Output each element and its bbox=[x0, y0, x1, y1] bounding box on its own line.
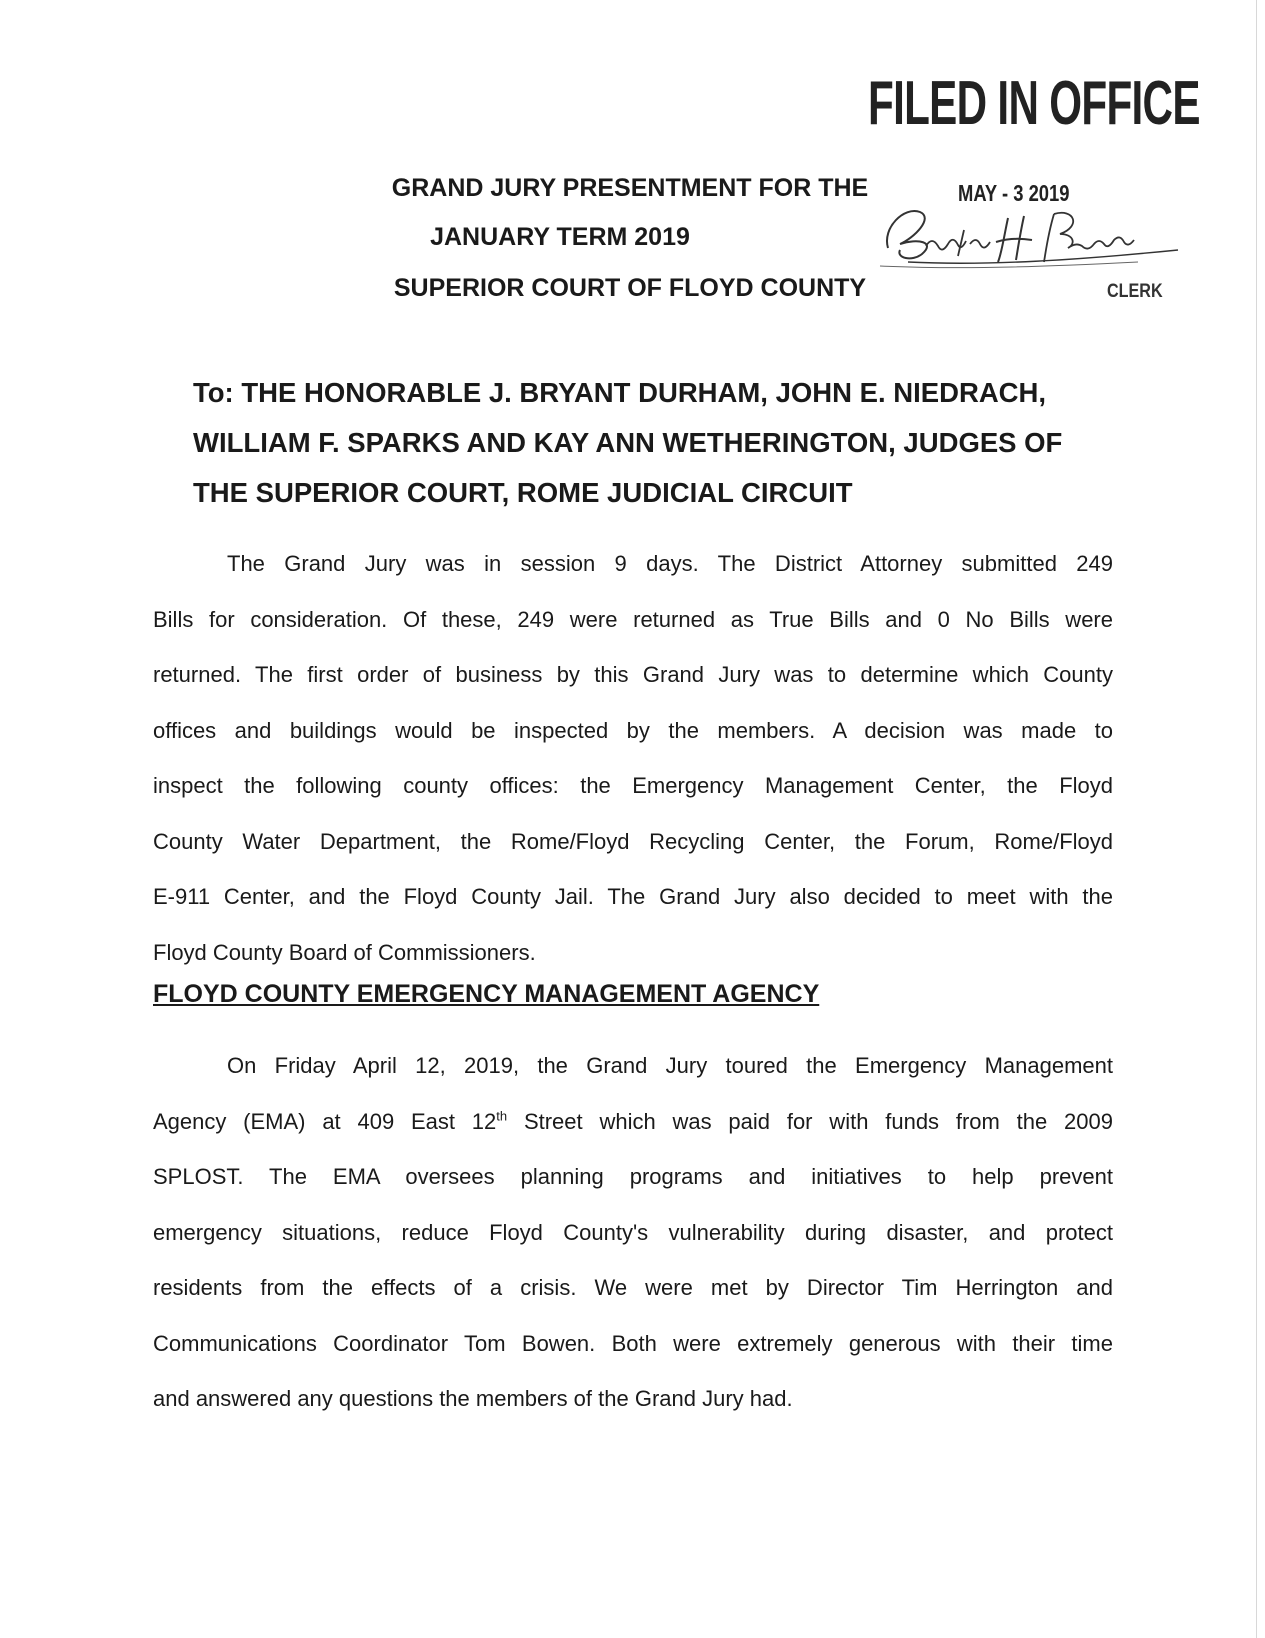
stamp-date: MAY - 3 2019 bbox=[958, 180, 1070, 206]
paragraph-line: On Friday April 12, 2019, the Grand Jury toured the Emergency Management bbox=[227, 1053, 1113, 1078]
paragraph-line: inspect the following county offices: the Emergency Management Center, the Floyd bbox=[153, 773, 1113, 798]
paragraph-line: Communications Coordinator Tom Bowen. Both were extremely generous with their time bbox=[153, 1330, 1113, 1356]
paragraph-line: offices and buildings would be inspected by the members. A decision was made to bbox=[153, 717, 1113, 743]
paragraph-line: Agency (EMA) at 409 East 12th Street which was paid for with funds from the 2009 bbox=[153, 1108, 1113, 1134]
paragraph-line: emergency situations, reduce Floyd County's vulnerability during disaster, and protect bbox=[153, 1219, 1113, 1245]
section-title: FLOYD COUNTY EMERGENCY MANAGEMENT AGENCY bbox=[153, 980, 820, 1008]
paragraph-line: E-911 Center, and the Floyd County Jail. The Grand Jury also decided to meet with the bbox=[153, 884, 1113, 909]
paragraph-line: County Water Department, the Rome/Floyd Recycling Center, the Forum, Rome/Floyd bbox=[153, 828, 1113, 854]
clerk-label: CLERK bbox=[1107, 281, 1163, 302]
ema-paragraph bbox=[153, 1038, 1113, 1427]
addressee-block bbox=[193, 368, 1133, 518]
paragraph-line: and answered any questions the members of the Grand Jury had. bbox=[153, 1386, 793, 1411]
paragraph-line: The Grand Jury was in session 9 days. The District Attorney submitted 249 bbox=[227, 551, 1113, 576]
scan-edge-line bbox=[1256, 0, 1257, 1638]
paragraph-line: SPLOST. The EMA oversees planning programs and initiatives to help prevent bbox=[153, 1164, 1113, 1189]
paragraph-line: residents from the effects of a crisis. We were met by Director Tim Herrington and bbox=[153, 1275, 1113, 1300]
addressee-line: THE SUPERIOR COURT, ROME JUDICIAL CIRCUIT bbox=[193, 477, 853, 508]
filed-in-office-stamp: FILED IN OFFICE bbox=[868, 69, 1200, 138]
heading-line-2: JANUARY TERM 2019 bbox=[430, 223, 690, 251]
paragraph-line: Floyd County Board of Commissioners. bbox=[153, 939, 536, 965]
addressee-line: To: THE HONORABLE J. BRYANT DURHAM, JOHN E. NIEDRACH, bbox=[193, 377, 1047, 408]
addressee-line: WILLIAM F. SPARKS AND KAY ANN WETHERINGTON, JUDGES OF bbox=[193, 427, 1063, 458]
heading-line-3: SUPERIOR COURT OF FLOYD COUNTY bbox=[393, 274, 867, 302]
paragraph-line: returned. The first order of business by this Grand Jury was to determine which County bbox=[153, 662, 1113, 687]
intro-paragraph bbox=[153, 536, 1113, 980]
clerk-signature bbox=[878, 200, 1188, 278]
heading-line-1: GRAND JURY PRESENTMENT FOR THE bbox=[391, 174, 869, 202]
paragraph-line: Bills for consideration. Of these, 249 were returned as True Bills and 0 No Bills were bbox=[153, 606, 1113, 632]
